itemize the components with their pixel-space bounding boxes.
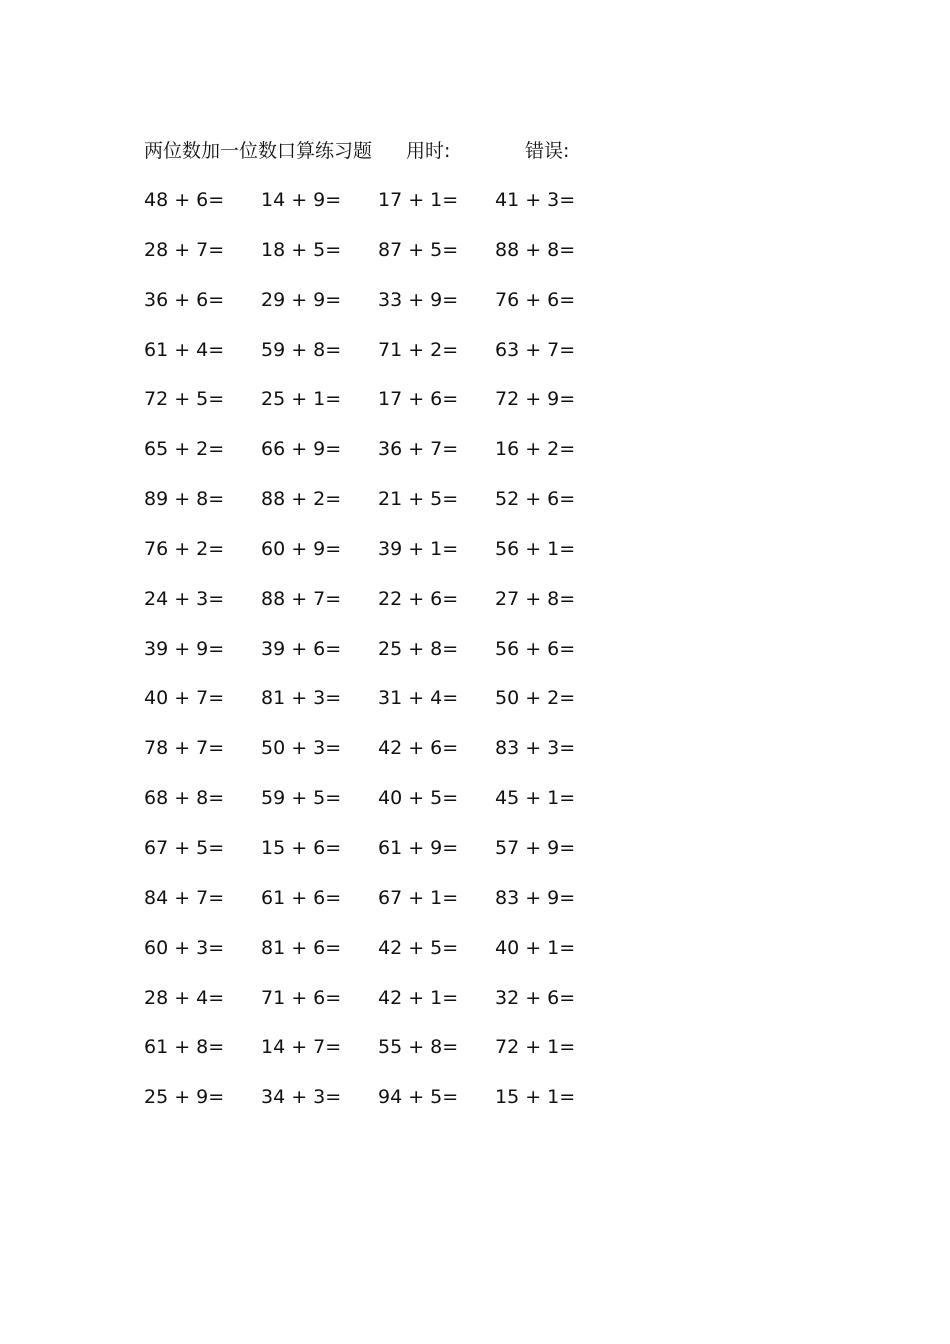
addition-problem: 59 + 5=	[261, 787, 342, 810]
addition-problem: 81 + 3=	[261, 687, 342, 710]
addition-problem: 61 + 4=	[144, 338, 225, 361]
problem-row	[144, 585, 664, 635]
addition-problem: 59 + 8=	[261, 338, 342, 361]
addition-problem: 40 + 1=	[495, 936, 576, 959]
addition-problem: 36 + 7=	[378, 438, 459, 461]
addition-problem: 52 + 6=	[495, 488, 576, 511]
addition-problem: 55 + 8=	[378, 1036, 459, 1059]
addition-problem: 24 + 3=	[144, 587, 225, 610]
addition-problem: 83 + 3=	[495, 737, 576, 760]
addition-problem: 68 + 8=	[144, 787, 225, 810]
addition-problem: 94 + 5=	[378, 1086, 459, 1109]
problem-row	[144, 684, 664, 734]
addition-problem: 25 + 8=	[378, 637, 459, 660]
addition-problem: 87 + 5=	[378, 238, 459, 261]
addition-problem: 28 + 4=	[144, 986, 225, 1009]
problem-row	[144, 734, 664, 784]
addition-problem: 50 + 3=	[261, 737, 342, 760]
addition-problem: 83 + 9=	[495, 886, 576, 909]
addition-problem: 50 + 2=	[495, 687, 576, 710]
problem-row	[144, 784, 664, 834]
addition-problem: 32 + 6=	[495, 986, 576, 1009]
addition-problem: 71 + 6=	[261, 986, 342, 1009]
addition-problem: 71 + 2=	[378, 338, 459, 361]
addition-problem: 33 + 9=	[378, 288, 459, 311]
addition-problem: 36 + 6=	[144, 288, 225, 311]
addition-problem: 61 + 6=	[261, 886, 342, 909]
addition-problem: 42 + 5=	[378, 936, 459, 959]
addition-problem: 60 + 3=	[144, 936, 225, 959]
problem-row	[144, 236, 664, 286]
worksheet-title: 两位数加一位数口算练习题	[144, 140, 373, 162]
problem-row	[144, 934, 664, 984]
addition-problem: 17 + 1=	[378, 189, 459, 211]
problem-row	[144, 336, 664, 386]
addition-problem: 88 + 2=	[261, 488, 342, 511]
problem-row	[144, 884, 664, 934]
addition-problem: 39 + 9=	[144, 637, 225, 660]
addition-problem: 88 + 8=	[495, 238, 576, 261]
problem-row	[144, 1083, 664, 1133]
addition-problem: 40 + 7=	[144, 687, 225, 710]
problem-row	[144, 485, 664, 535]
problem-row	[144, 834, 664, 884]
addition-problem: 84 + 7=	[144, 886, 225, 909]
problem-row	[144, 535, 664, 585]
addition-problem: 15 + 6=	[261, 836, 342, 859]
addition-problem: 57 + 9=	[495, 836, 576, 859]
addition-problem: 72 + 1=	[495, 1036, 576, 1059]
addition-problem: 27 + 8=	[495, 587, 576, 610]
problem-row	[144, 435, 664, 485]
problem-row	[144, 1033, 664, 1083]
addition-problem: 61 + 9=	[378, 836, 459, 859]
addition-problem: 61 + 8=	[144, 1036, 225, 1059]
addition-problem: 39 + 1=	[378, 537, 459, 560]
problem-row	[144, 635, 664, 685]
addition-problem: 14 + 7=	[261, 1036, 342, 1059]
addition-problem: 67 + 1=	[378, 886, 459, 909]
addition-problem: 67 + 5=	[144, 836, 225, 859]
addition-problem: 89 + 8=	[144, 488, 225, 511]
time-used-label: 用时:	[406, 140, 451, 162]
addition-problem: 42 + 6=	[378, 737, 459, 760]
addition-problem: 45 + 1=	[495, 787, 576, 810]
addition-problem: 25 + 9=	[144, 1086, 225, 1109]
addition-problem: 15 + 1=	[495, 1086, 576, 1109]
worksheet-header	[144, 136, 704, 166]
problem-grid	[144, 186, 664, 1133]
addition-problem: 48 + 6=	[144, 189, 225, 211]
addition-problem: 28 + 7=	[144, 238, 225, 261]
addition-problem: 41 + 3=	[495, 189, 576, 211]
addition-problem: 72 + 5=	[144, 388, 225, 411]
problem-row	[144, 286, 664, 336]
addition-problem: 21 + 5=	[378, 488, 459, 511]
addition-problem: 56 + 1=	[495, 537, 576, 560]
addition-problem: 65 + 2=	[144, 438, 225, 461]
addition-problem: 29 + 9=	[261, 288, 342, 311]
addition-problem: 72 + 9=	[495, 388, 576, 411]
addition-problem: 63 + 7=	[495, 338, 576, 361]
addition-problem: 25 + 1=	[261, 388, 342, 411]
addition-problem: 16 + 2=	[495, 438, 576, 461]
addition-problem: 17 + 6=	[378, 388, 459, 411]
addition-problem: 76 + 2=	[144, 537, 225, 560]
addition-problem: 66 + 9=	[261, 438, 342, 461]
addition-problem: 34 + 3=	[261, 1086, 342, 1109]
addition-problem: 76 + 6=	[495, 288, 576, 311]
addition-problem: 39 + 6=	[261, 637, 342, 660]
addition-problem: 78 + 7=	[144, 737, 225, 760]
addition-problem: 81 + 6=	[261, 936, 342, 959]
addition-problem: 22 + 6=	[378, 587, 459, 610]
addition-problem: 31 + 4=	[378, 687, 459, 710]
addition-problem: 56 + 6=	[495, 637, 576, 660]
addition-problem: 88 + 7=	[261, 587, 342, 610]
addition-problem: 40 + 5=	[378, 787, 459, 810]
problem-row	[144, 984, 664, 1034]
addition-problem: 14 + 9=	[261, 189, 342, 211]
addition-problem: 42 + 1=	[378, 986, 459, 1009]
addition-problem: 60 + 9=	[261, 537, 342, 560]
problem-row	[144, 385, 664, 435]
problem-row	[144, 186, 664, 236]
error-count-label: 错误:	[525, 140, 570, 162]
addition-problem: 18 + 5=	[261, 238, 342, 261]
